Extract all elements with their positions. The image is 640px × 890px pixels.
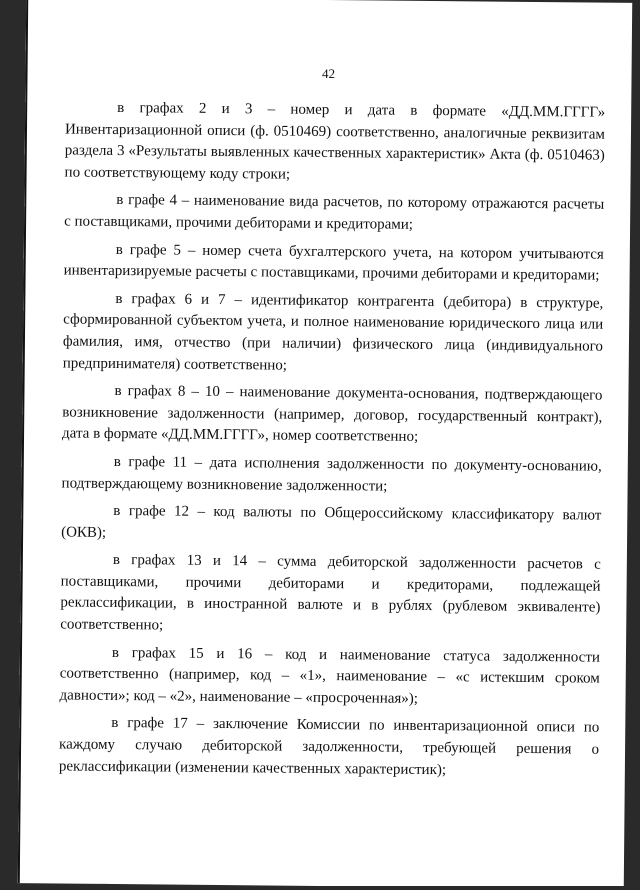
paragraph-graphs-13-14: в графах 13 и 14 – сумма дебиторской задолженности расчетов с поставщиками, прочими дебиторами и кредиторами, подлежащей реклассификации, в иностранной валюте и в рублях (рублевом эквиваленте) соответственно; bbox=[60, 552, 601, 634]
document-body bbox=[59, 97, 606, 788]
paragraph-graph-5: в графе 5 – номер счета бухгалтерского учета, на котором учитываются инвентаризируемые расчеты с поставщиками, прочими дебиторами и кредиторами; bbox=[63, 241, 604, 284]
document-page bbox=[18, 0, 632, 889]
paragraph-graphs-2-3: в графах 2 и 3 – номер и дата в формате «ДД.ММ.ГГГГ» Инвентаризационной описи (ф. 0510469) соответственно, аналогичные реквизитам раздела 3 «Результаты выявленных качественных характеристик» Акта (ф. 0510463) по соответствующему коду строки; bbox=[64, 99, 606, 183]
paragraph-graphs-15-16: в графах 15 и 16 – код и наименование статуса задолженности соответственно (например, код – «1», наименование – «с истекшим сроком давности»; код – «2», наименование – «просроченная»); bbox=[59, 644, 601, 707]
paragraph-graph-12: в графе 12 – код валюты по Общероссийскому классификатору валют (ОКВ); bbox=[61, 503, 602, 541]
paragraph-graph-17: в графе 17 – заключение Комиссии по инвентаризационной описи по каждому случаю дебиторской задолженности, требующей решения о реклассификации (изменении качественных характеристик); bbox=[58, 715, 600, 778]
page-number: 42 bbox=[321, 65, 336, 82]
paragraph-graph-4: в графе 4 – наименование вида расчетов, по которому отражаются расчеты с поставщиками, прочими дебиторами и кредиторами; bbox=[64, 192, 605, 233]
paragraph-graph-11: в графе 11 – дата исполнения задолженности по документу-основанию, подтверждающему возникновение задолженности; bbox=[61, 453, 602, 495]
paragraph-graphs-6-7: в графах 6 и 7 – идентификатор контрагента (дебитора) в структуре, сформированной субъектом учета, и полное наименование юридического лица или фамилия, имя, отчество (при наличии) физического лица (индивидуального предпринимателя) соответственно; bbox=[62, 290, 604, 374]
scan-edge bbox=[0, 886, 640, 890]
paragraph-graphs-8-10: в графах 8 – 10 – наименование документа-основания, подтверждающего возникновение задолженности (например, договор, государственный контракт), дата в формате «ДД.ММ.ГГГГ», номер соответственно; bbox=[61, 383, 603, 446]
